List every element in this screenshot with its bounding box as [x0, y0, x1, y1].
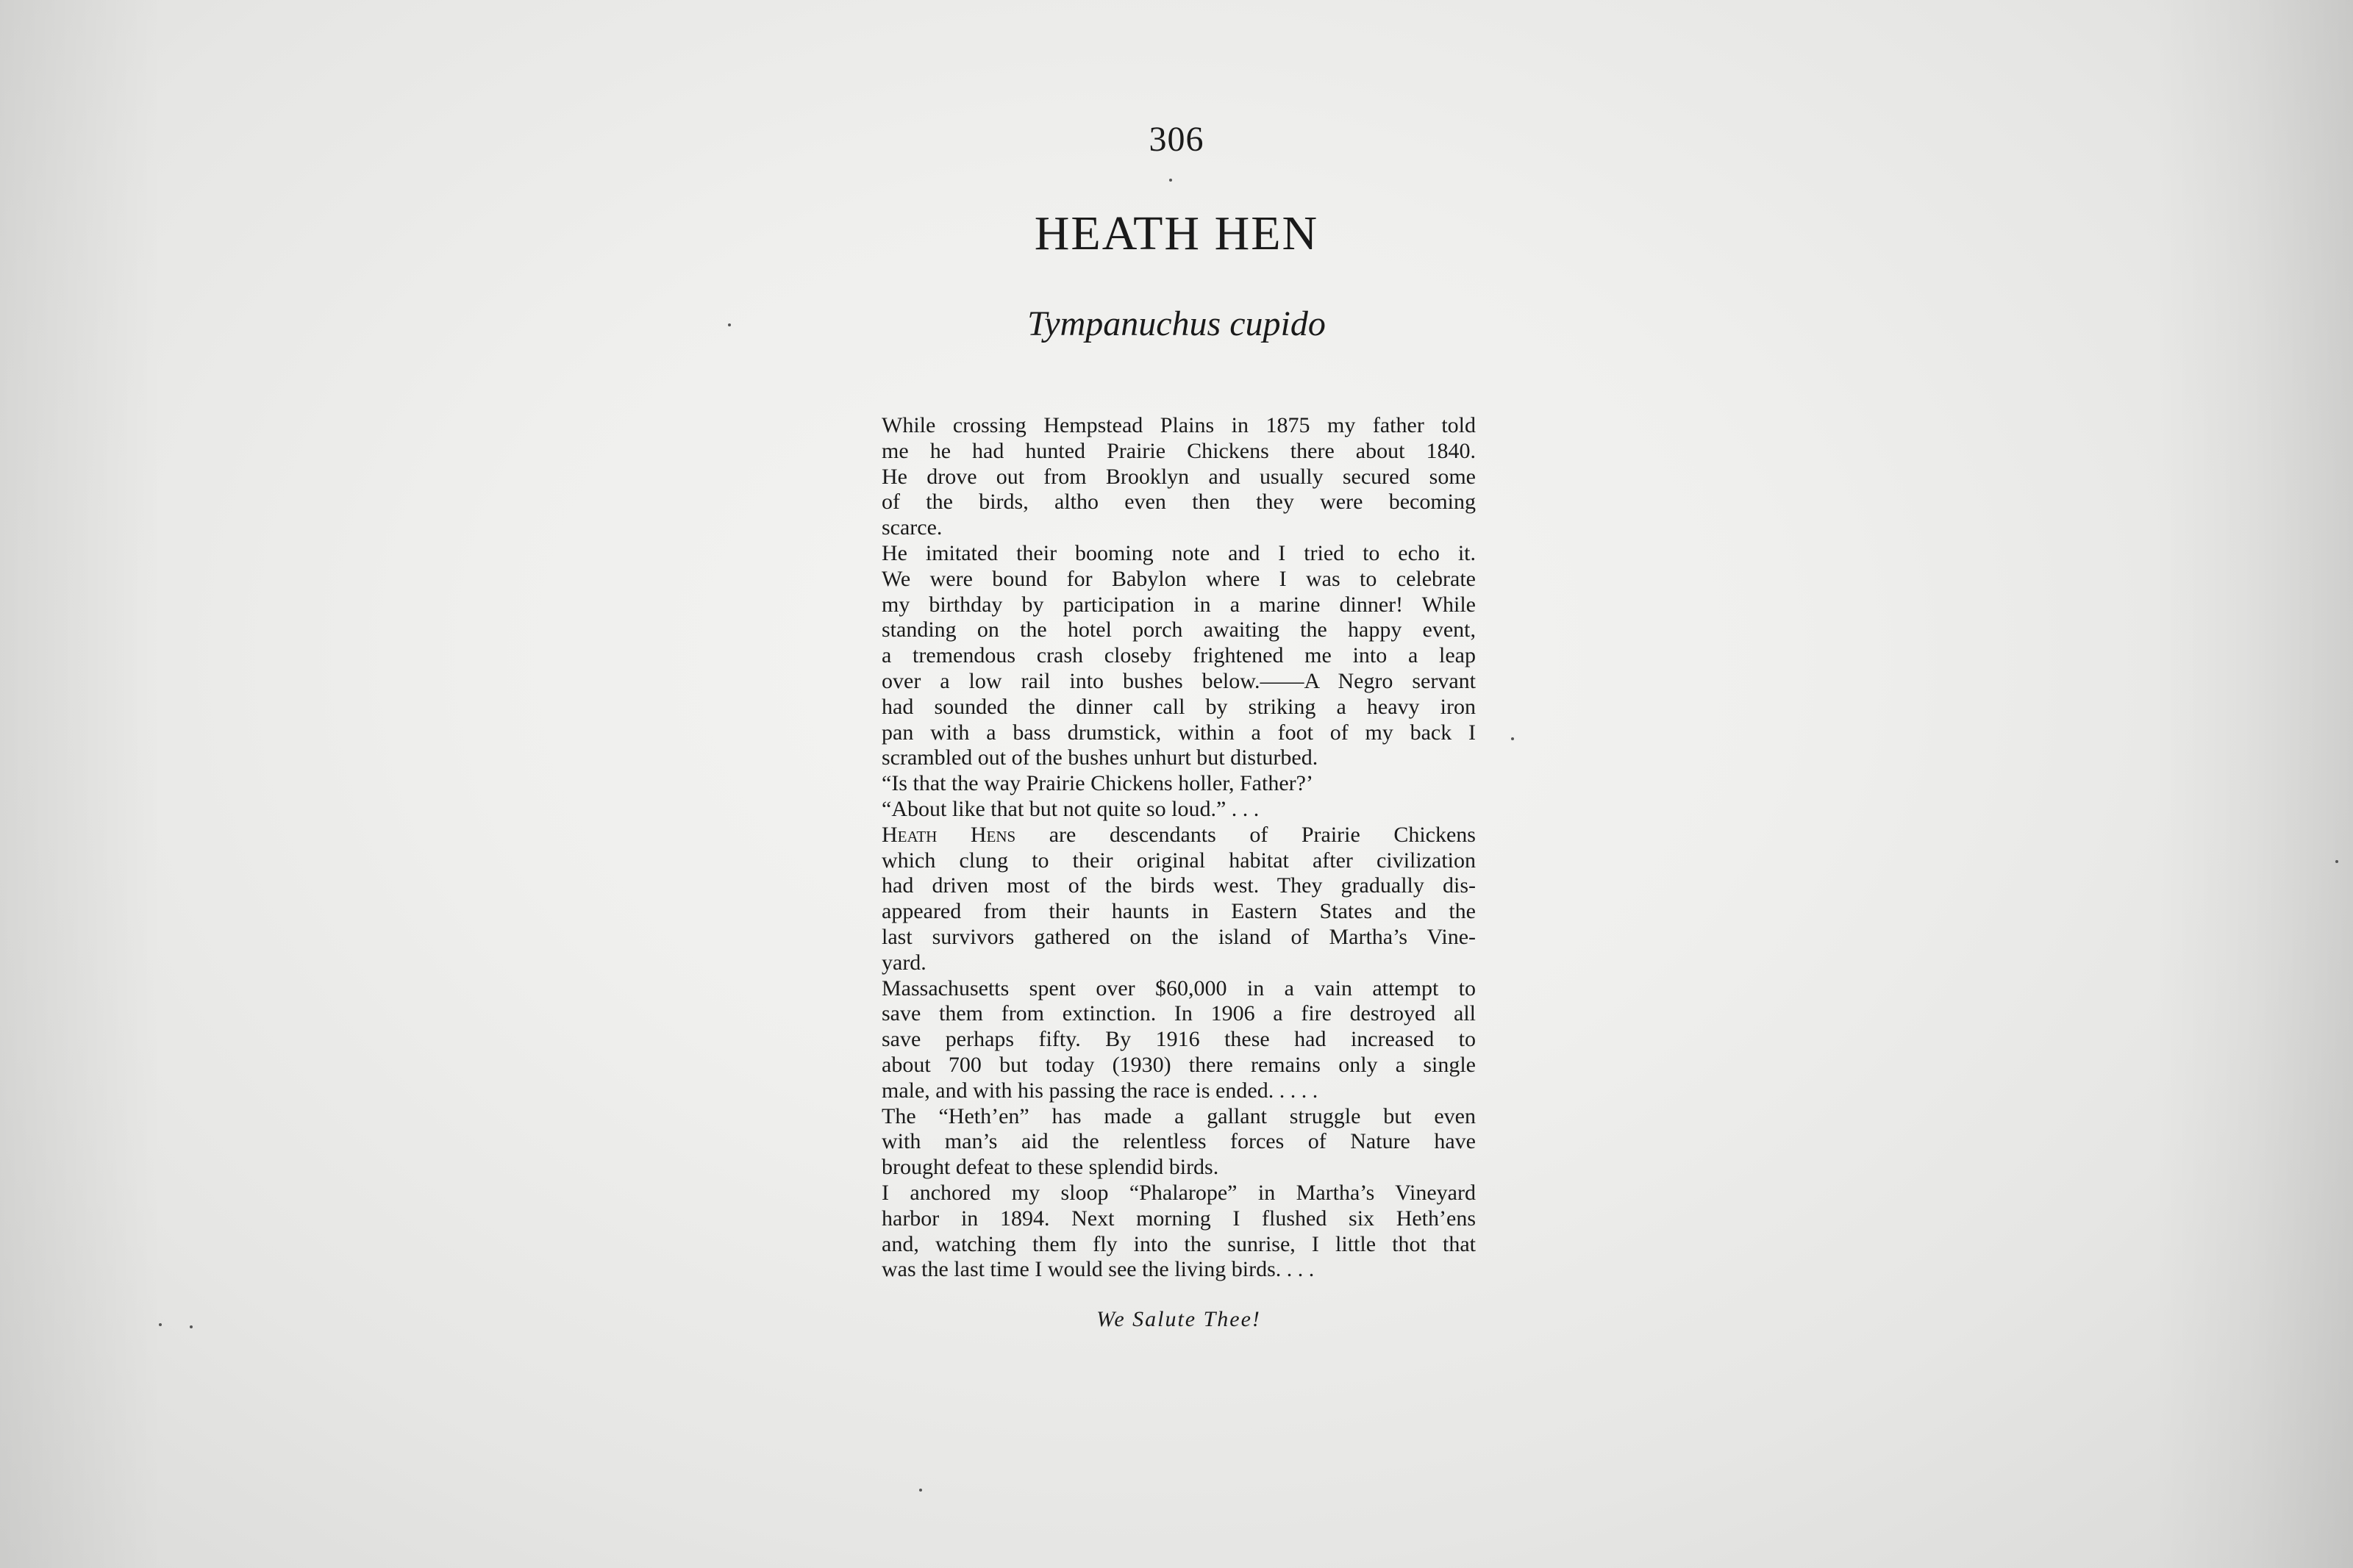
page-number: 306: [1149, 120, 1204, 159]
body-line: save them from extinction. In 1906 a fire destroyed all: [882, 1001, 1476, 1026]
paper-speck: [1169, 179, 1172, 182]
body-line: over a low rail into bushes below.——A Negro servant: [882, 668, 1476, 693]
body-line: While crossing Hempstead Plains in 1875 my father told: [882, 413, 1476, 437]
body-line: “About like that but not quite so loud.” . . .: [882, 796, 1260, 821]
body-line: The “Heth’en” has made a gallant struggle but even: [882, 1103, 1476, 1128]
paper-speck: [728, 323, 731, 326]
paper-speck: [2335, 860, 2338, 863]
body-line: I anchored my sloop “Phalarope” in Martha’s Vineyard: [882, 1180, 1476, 1205]
scientific-name: Tympanuchus cupido: [1027, 304, 1326, 343]
body-line: [882, 823, 1476, 848]
body-line: had sounded the dinner call by striking a heavy iron: [882, 694, 1476, 719]
body-line: about 700 but today (1930) there remains only a single: [882, 1052, 1476, 1077]
body-line: me he had hunted Prairie Chickens there about 1840.: [882, 438, 1476, 463]
body-line: which clung to their original habitat after civilization: [882, 848, 1476, 873]
paper-speck: [159, 1323, 162, 1326]
body-text: [882, 413, 1476, 1283]
body-line: harbor in 1894. Next morning I flushed six Heth’ens: [882, 1206, 1476, 1231]
body-line: We were bound for Babylon where I was to celebrate: [882, 566, 1476, 591]
body-line: scrambled out of the bushes unhurt but disturbed.: [882, 745, 1318, 770]
body-line: and, watching them fly into the sunrise, I little thot that: [882, 1231, 1476, 1256]
body-line: of the birds, altho even then they were becoming: [882, 490, 1476, 515]
page-title: HEATH HEN: [1034, 207, 1319, 260]
body-line: my birthday by participation in a marine dinner! While: [882, 592, 1476, 617]
body-line-rest: are descendants of Prairie Chickens: [1015, 822, 1476, 847]
paper-speck: [1511, 737, 1514, 740]
body-line: appeared from their haunts in Eastern States and the: [882, 899, 1476, 924]
body-line: pan with a bass drumstick, within a foot of my back I: [882, 720, 1476, 745]
body-line: standing on the hotel porch awaiting the happy event,: [882, 617, 1476, 642]
body-line: brought defeat to these splendid birds.: [882, 1155, 1219, 1180]
body-line: had driven most of the birds west. They gradually dis-: [882, 873, 1476, 898]
body-line: save perhaps fifty. By 1916 these had increased to: [882, 1027, 1476, 1052]
closing-salutation: We Salute Thee!: [1096, 1307, 1261, 1331]
body-line: yard.: [882, 950, 926, 975]
body-line: Massachusetts spent over $60,000 in a vain attempt to: [882, 975, 1476, 1000]
body-line: was the last time I would see the living birds. . . .: [882, 1257, 1315, 1282]
paper-speck: [190, 1325, 193, 1328]
body-line: male, and with his passing the race is ended. . . . .: [882, 1078, 1318, 1103]
body-line: with man’s aid the relentless forces of Nature have: [882, 1129, 1476, 1154]
body-line: He imitated their booming note and I tried to echo it.: [882, 540, 1476, 565]
small-caps-phrase: Heath Hens: [882, 822, 1016, 847]
body-line: scarce.: [882, 515, 943, 540]
body-line: He drove out from Brooklyn and usually secured some: [882, 464, 1476, 489]
paper-speck: [919, 1489, 922, 1492]
body-line: last survivors gathered on the island of Martha’s Vine-: [882, 924, 1476, 949]
body-line: “Is that the way Prairie Chickens holler, Father?’: [882, 771, 1313, 796]
body-line: a tremendous crash closeby frightened me into a leap: [882, 643, 1476, 668]
